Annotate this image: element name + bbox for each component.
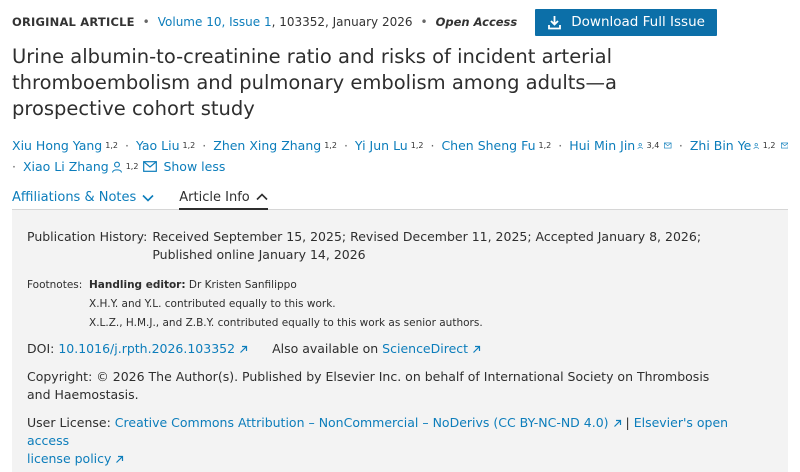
- download-full-issue-button[interactable]: [535, 9, 717, 36]
- author-name[interactable]: Yao Liu: [135, 138, 180, 153]
- author-name[interactable]: Zhi Bin Ye: [689, 138, 752, 153]
- copyright-notice: Copyright: © 2026 The Author(s). Published by Elsevier Inc. on behalf of International Society on Thrombosis and Haemostasis.: [27, 369, 710, 402]
- author-affiliation-sup: 1,2: [105, 141, 118, 150]
- external-link-icon[interactable]: [472, 345, 481, 354]
- cc-license-link[interactable]: Creative Commons Attribution – NonCommercial – NoDerivs (CC BY-NC-ND 4.0): [114, 415, 609, 430]
- author-line: Xiu Hong Yang 1,2 · Yao Liu 1,2 · Zhen Xing Zhang 1,2 · Yi Jun Lu 1,2 · Chen Sheng Fu 1,2 · Hui Min Jin 3,4 · Zhi Bin Ye 1,2: [12, 135, 788, 156]
- article-info-panel: [12, 210, 788, 472]
- corresponding-author-icon[interactable]: [111, 161, 123, 173]
- meta-separator: •: [142, 15, 150, 29]
- author-name[interactable]: Hui Min Jin: [569, 138, 636, 153]
- article-meta: [12, 10, 788, 34]
- handling-editor-label: Handling editor:: [89, 279, 186, 291]
- publication-history-label: Publication History:: [27, 229, 148, 244]
- license-separator: |: [621, 415, 634, 430]
- tab-article-info[interactable]: [179, 185, 267, 210]
- issue-details: , 103352, January 2026: [271, 15, 413, 29]
- show-less-link[interactable]: Show less: [163, 159, 226, 174]
- corresponding-author-icon[interactable]: [753, 140, 759, 152]
- article-title: Urine albumin-to-creatinine ratio and risks of incident arterial thromboembolism and pulmonary embolism among adults—a prospective cohort study: [12, 45, 618, 120]
- email-icon[interactable]: [664, 140, 671, 151]
- also-available-label: Also available on: [272, 341, 383, 356]
- open-access-label: Open Access: [435, 15, 518, 29]
- corresponding-author-icon[interactable]: [637, 140, 643, 152]
- author-list: [12, 135, 788, 177]
- publication-history: [27, 228, 773, 264]
- author-affiliation-sup: 3,4: [646, 141, 660, 150]
- chevron-up-icon: [256, 193, 268, 201]
- footnotes-body: [89, 276, 483, 333]
- author-name[interactable]: Xiu Hong Yang: [12, 138, 103, 153]
- external-link-icon[interactable]: [613, 419, 622, 428]
- tab-affiliations-notes[interactable]: [12, 185, 154, 210]
- footnote: X.L.Z., H.M.J., and Z.B.Y. contributed equally to this work as senior authors.: [89, 317, 483, 329]
- doi-link[interactable]: 10.1016/j.rpth.2026.103352: [58, 341, 236, 356]
- author-name[interactable]: Zhen Xing Zhang: [213, 138, 322, 153]
- author-line: · Xiao Li Zhang 1,2 Show less: [12, 156, 788, 177]
- doi-row: [27, 340, 773, 358]
- volume-link[interactable]: Volume 10, Issue 1: [157, 15, 272, 29]
- author-affiliation-sup: 1,2: [762, 141, 776, 150]
- author-name[interactable]: Chen Sheng Fu: [441, 138, 536, 153]
- author-affiliation-sup: 1,2: [410, 141, 424, 150]
- download-full-issue-label: Download Full Issue: [571, 14, 705, 30]
- email-icon[interactable]: [781, 140, 788, 151]
- publication-history-text: Received September 15, 2025; Revised December 11, 2025; Accepted January 8, 2026; Published online January 14, 2026: [152, 229, 702, 262]
- doi-label: DOI:: [27, 341, 59, 356]
- article-type: ORIGINAL ARTICLE: [12, 15, 135, 29]
- author-affiliation-sup: 1,2: [125, 162, 139, 171]
- tab-article-info-label: Article Info: [179, 189, 250, 205]
- tab-affiliations-label: Affiliations & Notes: [12, 190, 137, 205]
- open-access-policy-link[interactable]: Elsevier's open access: [27, 415, 729, 448]
- sciencedirect-link[interactable]: ScienceDirect: [382, 341, 469, 356]
- open-access-policy-link[interactable]: license policy: [27, 451, 112, 466]
- author-name[interactable]: Yi Jun Lu: [354, 138, 408, 153]
- email-icon[interactable]: [143, 161, 157, 172]
- external-link-icon[interactable]: [239, 345, 248, 354]
- author-affiliation-sup: 1,2: [324, 141, 337, 150]
- user-license-label: User License:: [27, 415, 115, 430]
- meta-separator: •: [420, 15, 428, 29]
- chevron-down-icon: [142, 194, 154, 202]
- external-link-icon[interactable]: [115, 455, 124, 464]
- footnotes: [27, 276, 773, 333]
- author-name[interactable]: Xiao Li Zhang: [22, 159, 109, 174]
- footnote: X.H.Y. and Y.L. contributed equally to this work.: [89, 298, 336, 310]
- article-tabs: [12, 185, 788, 210]
- user-license: [27, 414, 767, 468]
- author-affiliation-sup: 1,2: [182, 141, 196, 150]
- handling-editor-note: [89, 276, 483, 295]
- author-affiliation-sup: 1,2: [538, 141, 552, 150]
- download-icon: [547, 15, 562, 30]
- handling-editor-name: Dr Kristen Sanfilippo: [185, 279, 297, 291]
- footnotes-label: Footnotes:: [27, 279, 83, 291]
